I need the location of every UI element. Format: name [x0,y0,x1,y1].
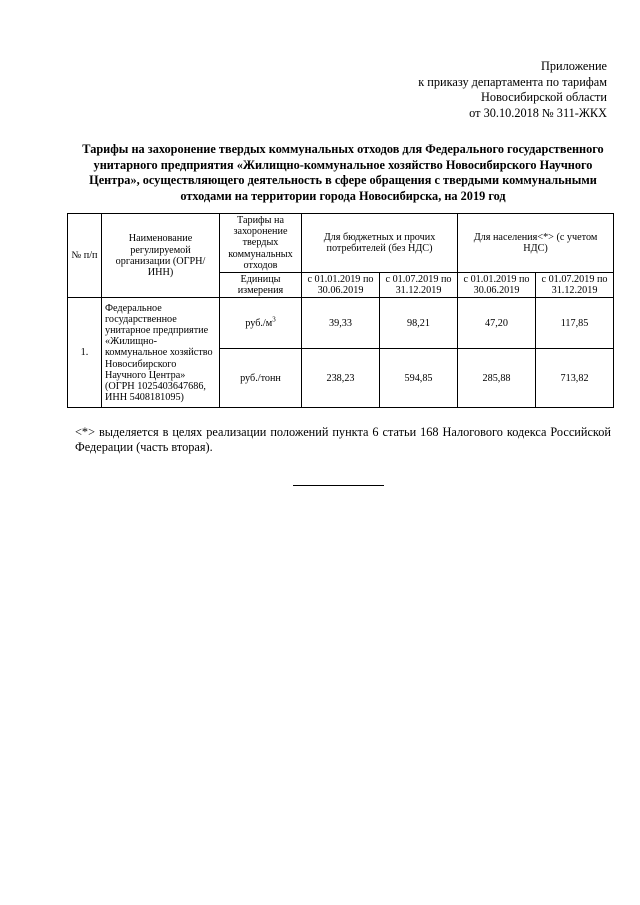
appendix-date-number: от 30.10.2018 № 311-ЖКХ [469,105,607,120]
header-units: Единицы измерения [220,273,302,298]
unit-exponent: 3 [272,315,276,324]
period-cell: с 01.07.2019 по 31.12.2019 [536,273,614,298]
appendix-label: Приложение [541,59,607,73]
header-tariffs: Тарифы на захоронение твердых коммунальных отходов [220,214,302,273]
tariff-table [67,213,614,408]
header-budget-consumers: Для бюджетных и прочих потребителей (без НДС) [302,214,458,273]
value-cell: 39,33 [302,298,380,349]
period-cell: с 01.07.2019 по 31.12.2019 [380,273,458,298]
unit-cell [220,298,302,349]
value-cell: 594,85 [380,349,458,408]
value-cell: 713,82 [536,349,614,408]
header-row [68,214,614,273]
value-cell: 238,23 [302,349,380,408]
table-row [68,298,614,349]
period-cell: с 01.01.2019 по 30.06.2019 [458,273,536,298]
value-cell: 285,88 [458,349,536,408]
closing-divider [293,485,384,486]
footnote: <*> выделяется в целях реализации положений пункта 6 статьи 168 Налогового кодекса Российской Федерации (часть вторая). [75,425,611,454]
period-cell: с 01.01.2019 по 30.06.2019 [302,273,380,298]
unit-text: руб./м [245,317,273,329]
header-number: № п/п [68,214,102,298]
appendix-order-ref: к приказу департамента по тарифам [418,74,607,89]
value-cell: 47,20 [458,298,536,349]
organization-name: Федеральное государственное унитарное предприятие «Жилищно-коммунальное хозяйство Новосибирского Научного Центра» (ОГРН 1025403647686, ИНН 5408181095) [102,298,220,408]
header-population: Для населения<*> (с учетом НДС) [458,214,614,273]
row-number: 1. [68,298,102,408]
appendix-header [207,59,607,121]
value-cell: 117,85 [536,298,614,349]
appendix-region: Новосибирской области [481,90,607,104]
unit-cell: руб./тонн [220,349,302,408]
value-cell: 98,21 [380,298,458,349]
document-title: Тарифы на захоронение твердых коммунальных отходов для Федерального государственного унитарного предприятия «Жилищно-коммунальное хозяйство Новосибирского Научного Центра», осуществляющего деятельность в сфере обращения с твердыми коммунальными отходами на территории города Новосибирска, на 2019 год [82,142,604,203]
header-organization: Наименование регулируемой организации (ОГРН/ИНН) [102,214,220,298]
